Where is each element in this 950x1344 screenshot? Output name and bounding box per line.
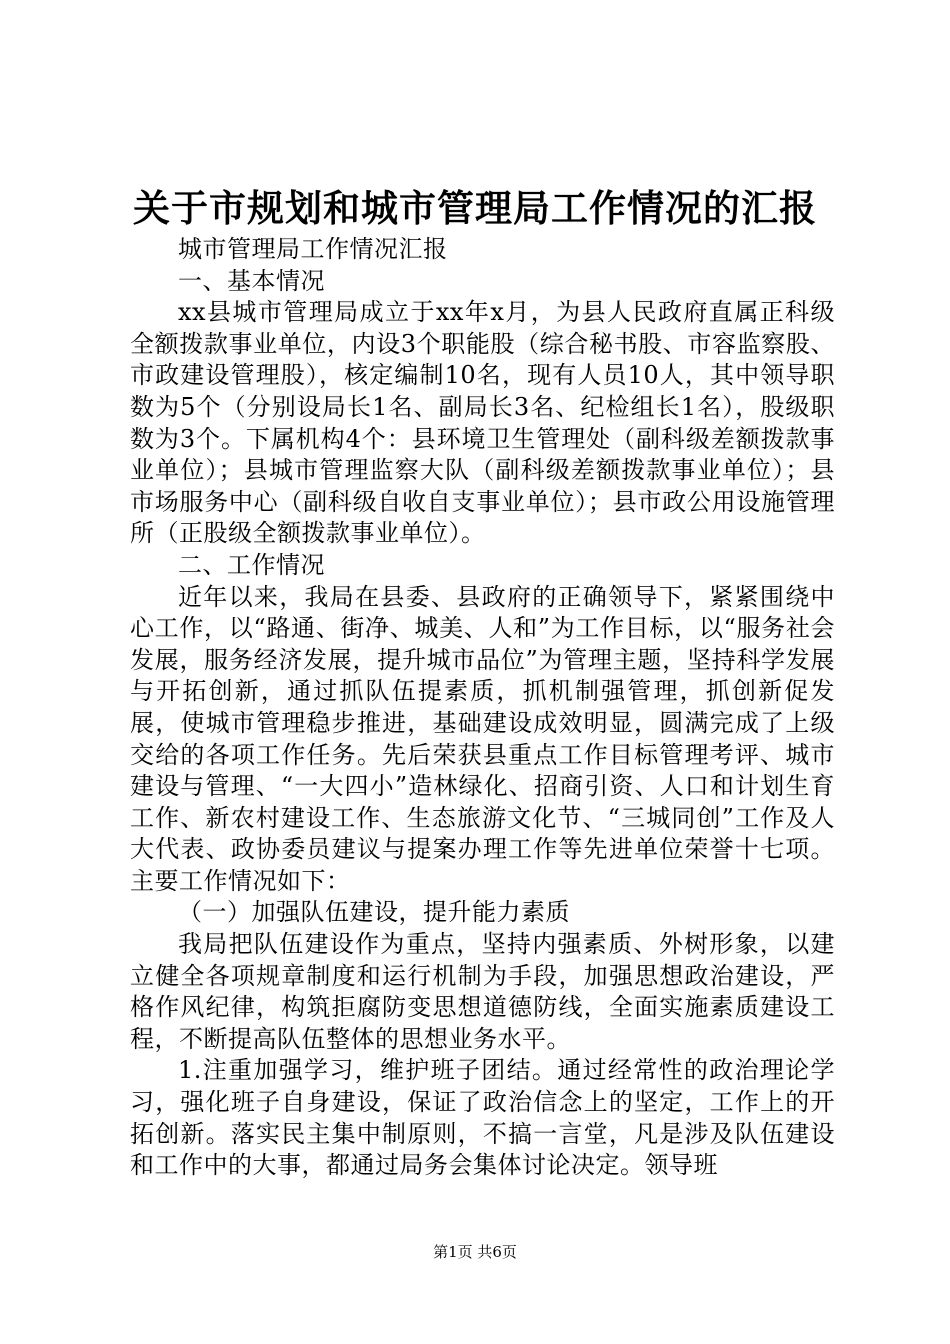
paragraph-subtitle: 城市管理局工作情况汇报 xyxy=(178,235,448,263)
page-number: 第1页 共6页 xyxy=(433,1243,517,1261)
document-body xyxy=(130,234,835,1182)
paragraph: 我局把队伍建设作为重点，坚持内强素质、外树形象，以建立健全各项规章制度和运行机制为手段，加强思想政治建设，严格作风纪律，构筑拒腐防变思想道德防线，全面实施素质建设工程，不断提高队伍整体的思想业务水平。 xyxy=(130,930,835,1053)
document-title: 关于市规划和城市管理局工作情况的汇报 xyxy=(133,186,817,230)
paragraph: xx县城市管理局成立于xx年x月，为县人民政府直属正科级全额拨款事业单位，内设3个职能股（综合秘书股、市容监察股、市政建设管理股），核定编制10名，现有人员10人，其中领导职数为5个（分别设局长1名、副局长3名、纪检组长1名），股级职数为3个。下属机构4个：县环境卫生管理处（副科级差额拨款事业单位）；县城市管理监察大队（副科级差额拨款事业单位）；县市场服务中心（副科级自收自支事业单位）；县市政公用设施管理所（正股级全额拨款事业单位）。 xyxy=(130,298,835,548)
section-heading-work: 二、工作情况 xyxy=(178,550,325,579)
subsection-heading: （一）加强队伍建设，提升能力素质 xyxy=(178,898,570,927)
paragraph: 近年以来，我局在县委、县政府的正确领导下，紧紧围绕中心工作，以“路通、街净、城美、人和”为工作目标，以“服务社会发展，服务经济发展，提升城市品位”为管理主题，坚持科学发展与开拓创新，通过抓队伍提素质，抓机制强管理，抓创新促发展，使城市管理稳步推进，基础建设成效明显，圆满完成了上级交给的各项工作任务。先后荣获县重点工作目标管理考评、城市建设与管理、“一大四小”造林绿化、招商引资、人口和计划生育工作、新农村建设工作、生态旅游文化节、“三城同创”工作及人大代表、政协委员建议与提案办理工作等先进单位荣誉十七项。主要工作情况如下： xyxy=(130,582,835,895)
section-heading-basic: 一、基本情况 xyxy=(178,266,325,295)
paragraph: 1.注重加强学习，维护班子团结。通过经常性的政治理论学习，强化班子自身建设，保证了政治信念上的坚定，工作上的开拓创新。落实民主集中制原则，不搞一言堂，凡是涉及队伍建设和工作中的大事，都通过局务会集体讨论决定。领导班 xyxy=(130,1056,835,1180)
